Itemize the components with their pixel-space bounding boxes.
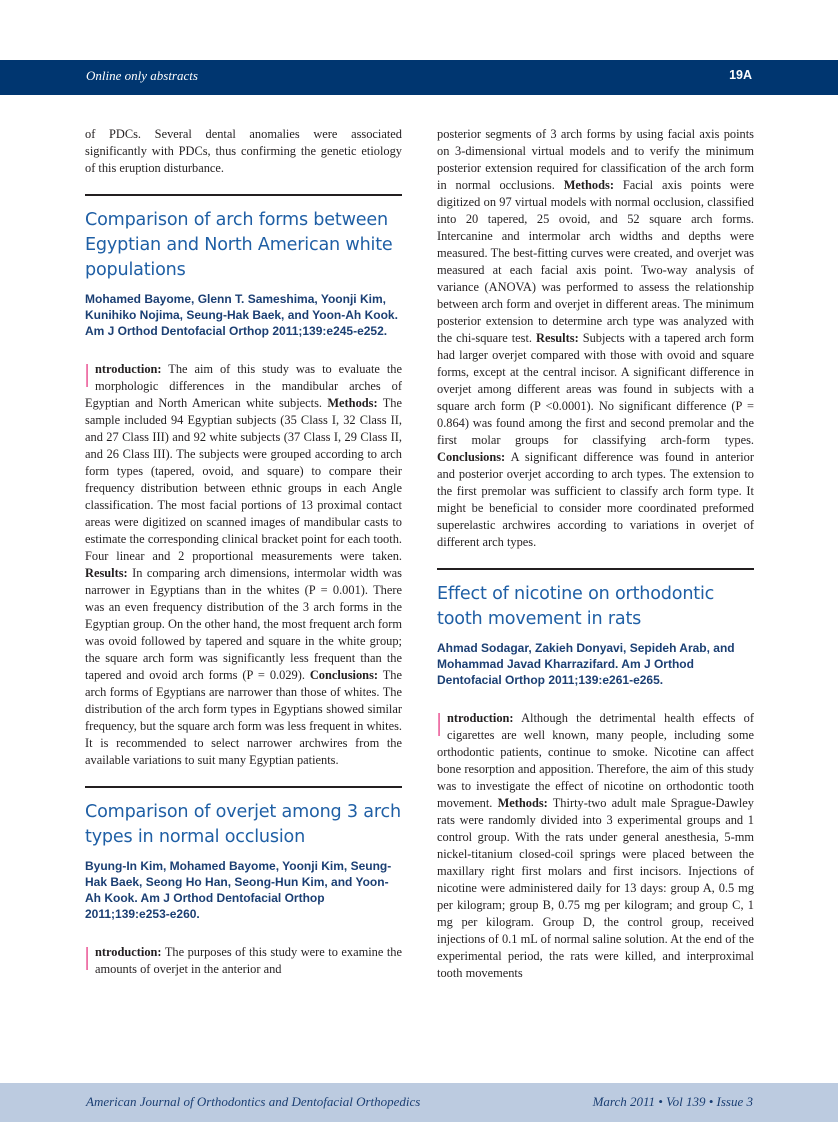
section-divider — [437, 568, 754, 570]
article-abstract — [437, 706, 755, 982]
drop-cap: I — [85, 357, 90, 394]
results-text: Subjects with a tapered arch form had larger overjet compared with those with ovoid and square forms, except at the central incisor. A significant difference in overjet among different areas was found in subjects with a square arch form (P <0.0001). No significant difference (P = 0.864) was found among the first and second premolar and the first molar groups for classifying arch-form types. — [437, 331, 755, 447]
intro-text: The purposes of this study were to examine the amounts of overjet in the anterior and — [95, 945, 402, 976]
right-column — [437, 126, 754, 982]
section-divider — [85, 194, 402, 196]
running-footer — [0, 1083, 838, 1122]
methods-text: Thirty-two adult male Sprague-Dawley rats were randomly divided into 3 experimental groups and 1 control group. With the rats under general anesthesia, 5-mm nickel-titanium closed-coil springs were placed between the maxillary right first molars and first incisors. Injections of nicotine were administered daily for 13 days: group A, 0.5 mg per kilogram; group B, 0.75 mg per kilogram; and group C, 1 mg per kilogram. Group D, the control group, received injections of 0.1 mL of normal saline solution. At the end of the experimental period, the rats were killed, and interproximal tooth movements — [437, 796, 755, 980]
article-authors: Ahmad Sodagar, Zakieh Donyavi, Sepideh Arab, and Mohammad Javad Kharrazifard. Am J Orthod Dentofacial Orthop 2011;139:e261-e265. — [437, 641, 735, 687]
article-title: Comparison of arch forms between Egyptian and North American white populations — [85, 210, 393, 280]
methods-text: The sample included 94 Egyptian subjects (35 Class I, 32 Class II, and 27 Class III) and 92 white subjects (37 Class I, 29 Class II, and 26 Class III). The subjects were grouped according to arch form types (tapered, ovoid, and square) to compare their frequency distribution between ethnic groups in each Angle classification. The most facial portions of 13 proximal contact areas were digitized on scanned images of mandibular casts to estimate the corresponding clinical bracket point for each tooth. Four linear and 2 proportional measurements were taken. — [85, 396, 403, 563]
running-header — [0, 60, 838, 95]
drop-cap: I — [85, 940, 90, 977]
article-authors: Byung-In Kim, Mohamed Bayome, Yoonji Kim, Seung-Hak Baek, Seong Ho Han, Seong-Hun Kim, and Yoon-Ah Kook. Am J Orthod Dentofacial Orthop 2011;139:e253-e260. — [85, 859, 392, 921]
intro-text: Although the detrimental health effects of cigarettes are well known, many people, including some orthodontic patients, continue to smoke. Nicotine can affect bone resorption and apposition. Therefore, the aim of this study was to investigate the effect of nicotine on orthodontic tooth movement. — [437, 711, 754, 810]
article-abstract — [85, 940, 402, 978]
article-abstract-continued — [437, 126, 754, 551]
article-authors: Mohamed Bayome, Glenn T. Sameshima, Yoonji Kim, Kunihiko Nojima, Seung-Hak Baek, and Yoon-Ah Kook. Am J Orthod Dentofacial Orthop 2011;139:e245-e252. — [85, 292, 398, 338]
methods-text: Facial axis points were digitized on 97 virtual models with normal occlusion, classified into 20 tapered, 25 ovoid, and 52 square arch forms. Intercanine and intermolar arch widths and depths were measured. The best-fitting curves were created, and overjet was measured at each facial axis point. Two-way analysis of variance (ANOVA) was performed to assess the relationship between arch form and overjet in different areas. The minimum posterior extension to determine arch type was analyzed with the chi-square test. — [437, 178, 754, 345]
methods-label: Methods: — [327, 396, 378, 410]
section-title: Online only abstracts — [86, 68, 198, 83]
conclusions-label: Conclusions: — [309, 668, 379, 682]
results-label: Results: — [85, 566, 128, 580]
intro-label: ntroduction: — [447, 711, 514, 725]
results-text: In comparing arch dimensions, intermolar width was narrower in Egyptians than in the whites (P = 0.001). There was an even frequency distribution of the 3 arch forms in the Egyptian group. On the other hand, the most frequent arch form was ovoid followed by tapered and square in the white group; the square arch form was significantly less frequent than the tapered and ovoid arch forms (P = 0.029). — [85, 566, 402, 682]
continued-text: of PDCs. Several dental anomalies were associated significantly with PDCs, thus confirming the genetic etiology of this eruption disturbance. — [85, 127, 402, 175]
intro-label: ntroduction: — [95, 945, 162, 959]
article-title: Comparison of overjet among 3 arch types in normal occlusion — [85, 802, 401, 847]
intro-text: The aim of this study was to evaluate the morphologic differences in the mandibular arches of Egyptian and North American white subjects. — [85, 362, 402, 410]
results-label: Results: — [536, 331, 579, 345]
conclusions-text: The arch forms of Egyptians are narrower than those of whites. The distribution of the arch form types in Egyptians showed similar frequency, but the square arch form was less frequent in whites. It is recommended to select narrower archwires from the available variations to suit many Egyptian patients. — [85, 668, 402, 767]
methods-label: Methods: — [497, 796, 548, 810]
article-title: Effect of nicotine on orthodontic tooth movement in rats — [437, 584, 715, 629]
section-divider — [85, 786, 402, 788]
left-column — [85, 126, 402, 978]
continued-text: posterior segments of 3 arch forms by using facial axis points on 3-dimensional virtual models and to verify the minimum posterior extension required for classification of the arch form in normal occlusions. — [437, 127, 754, 192]
conclusions-label: Conclusions: — [437, 450, 506, 464]
methods-label: Methods: — [563, 178, 614, 192]
page-number: 19A — [729, 68, 752, 82]
journal-name: American Journal of Orthodontics and Dentofacial Orthopedics — [86, 1094, 421, 1109]
drop-cap: I — [437, 706, 442, 743]
intro-label: ntroduction: — [95, 362, 162, 376]
article-abstract — [85, 357, 403, 769]
conclusions-text: A significant difference was found in anterior and posterior overjet according to arch types. The extension to the first premolar was sufficient to classify arch form type. It might be beneficial to consider more coordinated preformed superelastic archwires according to variations in overjet of different arch types. — [437, 450, 754, 549]
issue-info: March 2011 • Vol 139 • Issue 3 — [592, 1094, 753, 1109]
